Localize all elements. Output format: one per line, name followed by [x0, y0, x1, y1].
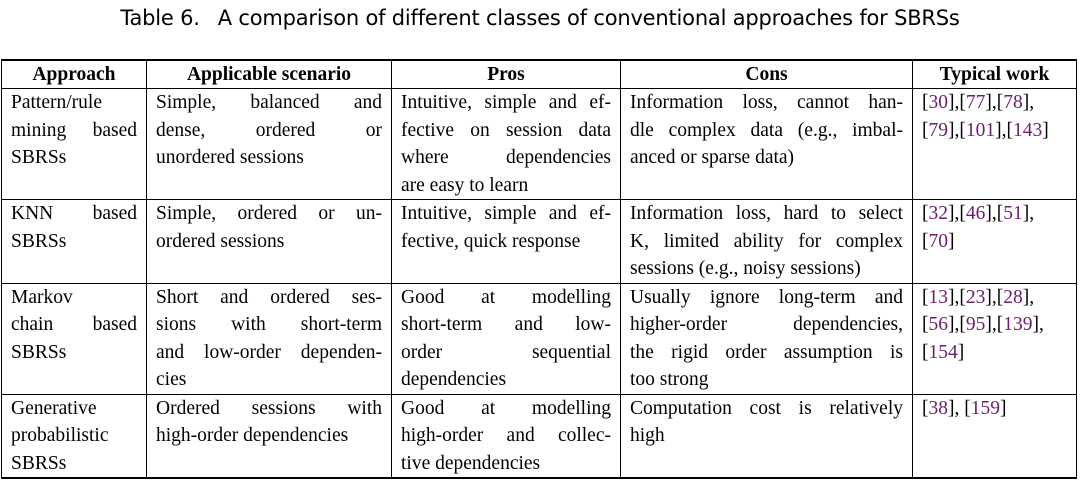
cell-line: Good at modelling — [401, 397, 611, 419]
citation-line — [922, 117, 1067, 145]
cell-line: mining based — [11, 119, 137, 141]
table-row — [2, 283, 1077, 394]
citation-bracket: ],[ — [985, 92, 1004, 113]
cell-line: Simple, ordered or un- — [156, 203, 382, 224]
cell-cons — [621, 283, 913, 394]
table-header-row — [2, 60, 1077, 89]
citation-link[interactable]: 56 — [928, 314, 948, 335]
cell-line: anced or sparse data) — [630, 147, 795, 168]
citation-line — [922, 200, 1067, 228]
cell-scenario — [147, 200, 392, 284]
cell-line: Information loss, hard to select — [630, 203, 903, 224]
table-caption-text: A comparison of different classes of conventional approaches for SBRSs — [217, 6, 960, 30]
cell-line: Simple, balanced and — [156, 92, 382, 113]
citation-line — [922, 284, 1067, 312]
cell-line: too strong — [630, 369, 709, 390]
citation-bracket: ],[ — [948, 203, 966, 224]
cell-line: SBRSs — [11, 341, 67, 363]
column-header-pros: Pros — [392, 60, 621, 89]
cell-pros — [392, 394, 621, 478]
cell-line: Markov — [11, 286, 73, 308]
citation-bracket: ] — [1000, 397, 1007, 419]
table-row — [2, 200, 1077, 284]
cell-line: and low-order dependen- — [156, 341, 382, 363]
cell-line: fective on session data — [401, 119, 611, 141]
cell-typical-work — [913, 200, 1077, 284]
citation-line — [922, 311, 1067, 339]
cell-line: cies — [156, 369, 187, 390]
citation-link[interactable]: 51 — [1003, 203, 1023, 224]
citation-link[interactable]: 101 — [965, 119, 996, 141]
citation-bracket: [ — [922, 92, 929, 113]
citation-bracket: ],[ — [948, 119, 966, 141]
citation-bracket: [ — [922, 230, 929, 252]
cell-cons — [621, 200, 913, 284]
cell-line: short-term and low- — [401, 314, 611, 335]
cell-line: sessions (e.g., noisy sessions) — [630, 258, 861, 279]
citation-bracket: ],[ — [948, 314, 966, 335]
citation-line — [922, 395, 1067, 423]
cell-line: high-order dependencies — [156, 425, 349, 446]
cell-line: SBRSs — [11, 230, 67, 252]
comparison-table — [1, 59, 1077, 479]
column-header-cons: Cons — [621, 60, 913, 89]
citation-link[interactable]: 38 — [928, 397, 948, 419]
cell-pros — [392, 283, 621, 394]
cell-line: Short and ordered ses- — [156, 286, 382, 308]
citation-bracket: ], — [1022, 92, 1035, 113]
cell-approach — [2, 89, 147, 200]
cell-line: Intuitive, simple and ef- — [401, 92, 611, 113]
cell-cons — [621, 89, 913, 200]
table-body — [2, 89, 1077, 479]
citation-line — [922, 89, 1067, 117]
citation-bracket: ], — [1032, 314, 1044, 335]
cell-approach — [2, 283, 147, 394]
table-row — [2, 394, 1077, 478]
cell-scenario — [147, 394, 392, 478]
citation-link[interactable]: 154 — [928, 341, 958, 363]
cell-line: K, limited ability for complex — [630, 230, 903, 252]
citation-line — [922, 228, 1067, 256]
cell-scenario — [147, 89, 392, 200]
cell-line: ordered sessions — [156, 230, 285, 252]
citation-bracket: ],[ — [995, 119, 1013, 141]
citation-bracket: [ — [922, 286, 929, 308]
citation-bracket: ],[ — [985, 203, 1004, 224]
cell-approach — [2, 200, 147, 284]
cell-line: unordered sessions — [156, 147, 304, 168]
citation-link[interactable]: 77 — [965, 92, 986, 113]
citation-bracket: ], — [1022, 203, 1035, 224]
table-caption-label: Table 6. — [120, 6, 200, 30]
cell-line: KNN based — [11, 203, 137, 224]
citation-link[interactable]: 23 — [965, 286, 986, 308]
cell-line: probabilistic — [11, 425, 109, 446]
citation-link[interactable]: 159 — [970, 397, 1000, 419]
citation-bracket: [ — [922, 341, 929, 363]
citation-line — [922, 339, 1067, 367]
cell-line: are easy to learn — [401, 174, 529, 196]
cell-line: SBRSs — [11, 452, 67, 474]
citation-bracket: ] — [957, 341, 965, 363]
column-header-approach: Approach — [2, 60, 147, 89]
citation-bracket: [ — [922, 397, 929, 419]
citation-bracket: ] — [948, 230, 955, 252]
citation-link[interactable]: 95 — [965, 314, 986, 335]
cell-line: where dependencies — [401, 147, 611, 168]
citation-link[interactable]: 46 — [965, 203, 986, 224]
cell-scenario — [147, 283, 392, 394]
citation-link[interactable]: 143 — [1013, 119, 1043, 141]
citation-link[interactable]: 13 — [928, 286, 948, 308]
cell-pros — [392, 200, 621, 284]
cell-line: Usually ignore long-term and — [630, 286, 903, 308]
cell-typical-work — [913, 283, 1077, 394]
cell-line: Information loss, cannot han- — [630, 92, 903, 113]
column-header-scenario: Applicable scenario — [147, 60, 392, 89]
column-header-typical-work: Typical work — [913, 60, 1077, 89]
cell-line: chain based — [11, 314, 137, 335]
cell-line: order sequential — [401, 341, 611, 363]
table-row — [2, 89, 1077, 200]
citation-bracket: ],[ — [948, 92, 966, 113]
table-caption — [0, 6, 1080, 30]
citation-bracket: ],[ — [985, 314, 1004, 335]
cell-typical-work — [913, 89, 1077, 200]
cell-line: tive dependencies — [401, 452, 541, 474]
cell-typical-work — [913, 394, 1077, 478]
citation-link[interactable]: 32 — [928, 203, 948, 224]
cell-line: the rigid order assumption is — [630, 341, 903, 363]
citation-bracket: ] — [1042, 119, 1049, 141]
citation-link[interactable]: 139 — [1003, 314, 1033, 335]
cell-line: dependencies — [401, 369, 507, 390]
cell-line: fective, quick response — [401, 230, 581, 252]
cell-line: dle complex data (e.g., imbal- — [630, 119, 903, 141]
cell-line: sions with short-term — [156, 314, 382, 335]
cell-line: Good at modelling — [401, 286, 611, 308]
cell-line: Intuitive, simple and ef- — [401, 203, 611, 224]
citation-link[interactable]: 28 — [1003, 286, 1023, 308]
cell-line: Ordered sessions with — [156, 397, 382, 419]
cell-line: higher-order dependencies, — [630, 314, 903, 335]
citation-link[interactable]: 70 — [928, 230, 948, 252]
cell-line: Pattern/rule — [11, 92, 102, 113]
cell-line: Generative — [11, 397, 97, 419]
cell-cons — [621, 394, 913, 478]
cell-line: dense, ordered or — [156, 119, 382, 141]
cell-approach — [2, 394, 147, 478]
citation-link[interactable]: 79 — [928, 119, 948, 141]
citation-bracket: ],[ — [985, 286, 1004, 308]
cell-pros — [392, 89, 621, 200]
citation-bracket: [ — [922, 203, 929, 224]
cell-line: SBRSs — [11, 147, 67, 168]
citation-bracket: [ — [922, 119, 929, 141]
citation-bracket: ],[ — [948, 286, 966, 308]
citation-bracket: [ — [922, 314, 929, 335]
cell-line: Computation cost is relatively — [630, 397, 903, 419]
citation-bracket: ], [ — [948, 397, 971, 419]
cell-line: high-order and collec- — [401, 425, 611, 446]
cell-line: high — [630, 425, 665, 446]
citation-link[interactable]: 30 — [928, 92, 948, 113]
citation-link[interactable]: 78 — [1003, 92, 1023, 113]
citation-bracket: ], — [1022, 286, 1035, 308]
